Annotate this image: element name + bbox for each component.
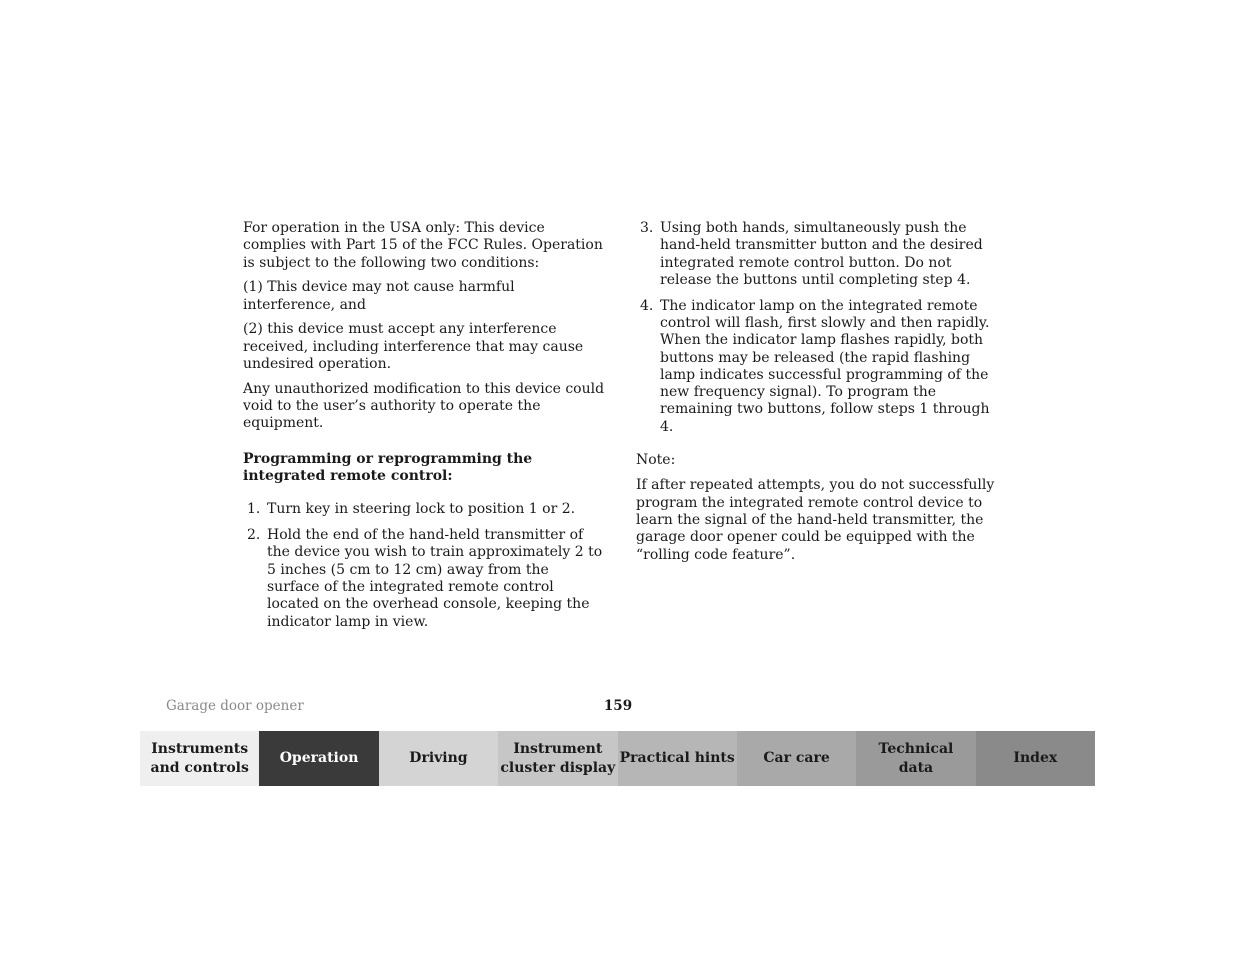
step-item-1 xyxy=(243,501,605,518)
step-item-4 xyxy=(636,298,998,436)
note-label: Note: xyxy=(636,452,676,469)
page-number: 159 xyxy=(603,698,633,714)
step-text: Turn key in steering lock to position 1 or 2. xyxy=(267,501,576,518)
step-number: 4. xyxy=(640,297,654,314)
step-number: 3. xyxy=(640,220,654,236)
step-text: The indicator lamp on the integrated remote control will flash, first slowly and then rapidly. When the indicator lamp flashes rapidly, both buttons may be released (the rapid flashing lamp indicates successful programming of the new frequency signal). To program the remaining two buttons, follow steps 1 through 4. xyxy=(660,297,990,435)
right-column xyxy=(636,220,998,571)
left-column xyxy=(243,220,605,639)
programming-heading: Programming or reprogramming the integrated remote control: xyxy=(243,450,533,485)
step-number: 2. xyxy=(247,527,261,544)
tab-car-care[interactable]: Car care xyxy=(737,731,856,786)
step-item-3 xyxy=(636,220,998,289)
note-text: If after repeated attempts, you do not successfully program the integrated remote control device to learn the signal of the hand-held transmitter, the garage door opener could be equipped with the “rolling code feature”. xyxy=(636,477,995,563)
tab-instruments-and-controls[interactable]: Instruments and controls xyxy=(140,731,259,786)
tab-technical-data[interactable]: Technical data xyxy=(856,731,975,786)
fcc-modification-warning: Any unauthorized modification to this device could void to the user’s authority to operate the equipment. xyxy=(243,380,605,432)
step-item-2 xyxy=(243,527,605,631)
fcc-condition-2: (2) this device must accept any interference received, including interference that may cause undesired operation. xyxy=(243,321,584,373)
fcc-condition-1: (1) This device may not cause harmful interference, and xyxy=(243,279,515,313)
fcc-intro-paragraph: For operation in the USA only: This device complies with Part 15 of the FCC Rules. Operation is subject to the following two conditions: xyxy=(243,220,603,271)
chapter-navigation xyxy=(140,731,1095,786)
section-title: Garage door opener xyxy=(166,698,304,714)
step-number: 1. xyxy=(247,501,261,518)
tab-driving[interactable]: Driving xyxy=(379,731,498,786)
tab-practical-hints[interactable]: Practical hints xyxy=(618,731,737,786)
tab-instrument-cluster-display[interactable]: Instrument cluster display xyxy=(498,731,617,786)
step-text: Hold the end of the hand-held transmitter of the device you wish to train approximately 2 to 5 inches (5 cm to 12 cm) away from the surface of the integrated remote control located on the overhead console, keeping the indicator lamp in view. xyxy=(267,527,603,630)
tab-index[interactable]: Index xyxy=(976,731,1095,786)
tab-operation[interactable]: Operation xyxy=(259,731,378,786)
step-text: Using both hands, simultaneously push the hand-held transmitter button and the desired integrated remote control button. Do not release the buttons until completing step 4. xyxy=(660,220,983,288)
